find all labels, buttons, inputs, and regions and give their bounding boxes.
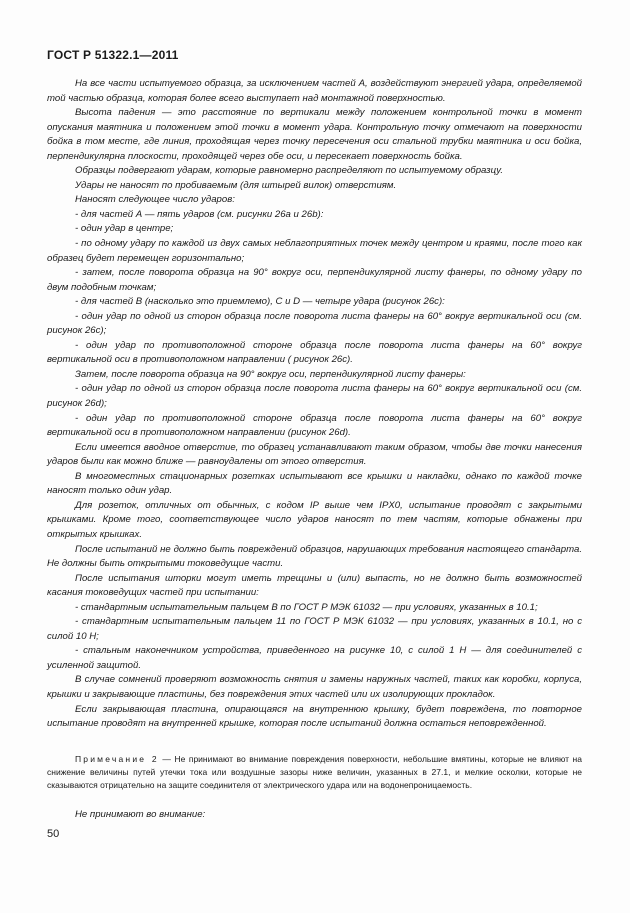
paragraph: - для частей В (насколько это приемлемо), С и D — четыре удара (рисунок 26с): [75, 296, 445, 308]
paragraph: - один удар в центре; [75, 223, 174, 235]
paragraph: - для частей А — пять ударов (см. рисунки 26а и 26b): [75, 208, 324, 220]
body-text [47, 77, 582, 732]
paragraph: - один удар по одной из сторон образца после поворота листа фанеры на 60° вокруг вертикальной оси (см. рисунок 26d); [47, 383, 582, 410]
paragraph: После испытаний не должно быть повреждений образцов, нарушающих требования настоящего стандарта. Не должны быть открытыми токоведущие части. [47, 543, 582, 570]
paragraph: - стальным наконечником устройства, приведенного на рисунке 10, с силой 1 Н — для соединителей с усиленной защитой. [47, 645, 582, 671]
paragraph: Затем, после поворота образца на 90° вокруг оси, перпендикулярной листу фанеры: [75, 368, 466, 380]
document-header: ГОСТ Р 51322.1—2011 [47, 48, 179, 62]
note-label: Примечание 2 [75, 754, 159, 764]
paragraph: - стандартным испытательным пальцем 11 по ГОСТ Р МЭК 61032 — при условиях, указанных в 10.1, но с силой 10 Н; [47, 616, 582, 642]
paragraph: В многоместных стационарных розетках испытывают все крышки и накладки, однако по каждой точке наносят только один удар. [47, 470, 582, 497]
paragraph: В случае сомнений проверяют возможность снятия и замены наружных частей, таких как коробки, корпуса, крышки и закрывающие пластины, без повреждения этих частей или их изолирующих прокладок. [47, 674, 582, 700]
paragraph: - один удар по одной из сторон образца после поворота листа фанеры на 60° вокруг вертикальной оси (см. рисунок 26с); [47, 310, 582, 337]
paragraph: Если закрывающая пластина, опирающаяся на внутреннюю крышку, будет повреждена, то повторное испытание проводят на внутренней крышке, которая после испытаний должна остаться неповрежденной. [47, 703, 582, 730]
paragraph: - по одному удару по каждой из двух самых неблагоприятных точек между центром и краями, после того как образец будет перемещен горизонтально; [47, 238, 582, 264]
paragraph: Для розеток, отличных от обычных, с кодом IP выше чем IPX0, испытание проводят с закрытыми крышками. Кроме того, соответствующее число ударов наносят по тем частям, которые обнажены при открытых крышках. [47, 499, 582, 540]
note-2 [47, 753, 582, 792]
paragraph: Высота падения — это расстояние по вертикали между положением контрольной точки в момент опускания маятника и положением этой точки в момент удара. Контрольную точку отмечают на поверхности бойка в том месте, где линия, проходящая через точку пересечения оси стальной трубки маятника и оси бойка, перпендикулярна плоскости, проходящей через обе оси, и пересекает поверхность бойка. [47, 107, 582, 162]
paragraph: - стандартным испытательным пальцем В по ГОСТ Р МЭК 61032 — при условиях, указанных в 10.1; [75, 601, 538, 613]
paragraph: - один удар по противоположной стороне образца после поворота листа фанеры на 60° вокруг вертикальной оси в противоположном направлении ( рисунок 26с). [47, 339, 582, 366]
paragraph: Если имеется вводное отверстие, то образец устанавливают таким образом, чтобы две точки нанесения ударов были как можно ближе — равноудалены от этого отверстия. [47, 441, 582, 468]
note-text: — Не принимают во внимание повреждения поверхности, небольшие вмятины, которые не влияют на снижение величины путей утечки тока или воздушные зазоры ниже величин, указанных в 27.1, и мелкие осколки, которые не сказываются отрицательно на защите соединителя от электрического удара или на водонепроницаемость. [47, 754, 582, 790]
page-number: 50 [47, 828, 60, 840]
paragraph: Образцы подвергают ударам, которые равномерно распределяют по испытуемому образцу. [75, 165, 504, 177]
paragraph: - один удар по противоположной стороне образца после поворота листа фанеры на 60° вокруг вертикальной оси в противоположном направлении (рисунок 26d). [47, 412, 582, 439]
paragraph: На все части испытуемого образца, за исключением частей А, воздействуют энергией удара, определяемой той частью образца, которая более всего выступает над монтажной поверхностью. [47, 78, 582, 104]
paragraph: - затем, после поворота образца на 90° вокруг оси, перпендикулярной листу фанеры, по одному удару по двум подобным точкам; [47, 267, 582, 293]
paragraph: Удары не наносят по пробиваемым (для штырей вилок) отверстиям. [75, 179, 397, 191]
paragraph: Наносят следующее число ударов: [75, 194, 235, 206]
after-note-text: Не принимают во внимание: [75, 809, 206, 820]
paragraph: После испытания шторки могут иметь трещины и (или) выпасть, но не должно быть возможностей касания токоведущих частей при испытании: [47, 572, 582, 599]
